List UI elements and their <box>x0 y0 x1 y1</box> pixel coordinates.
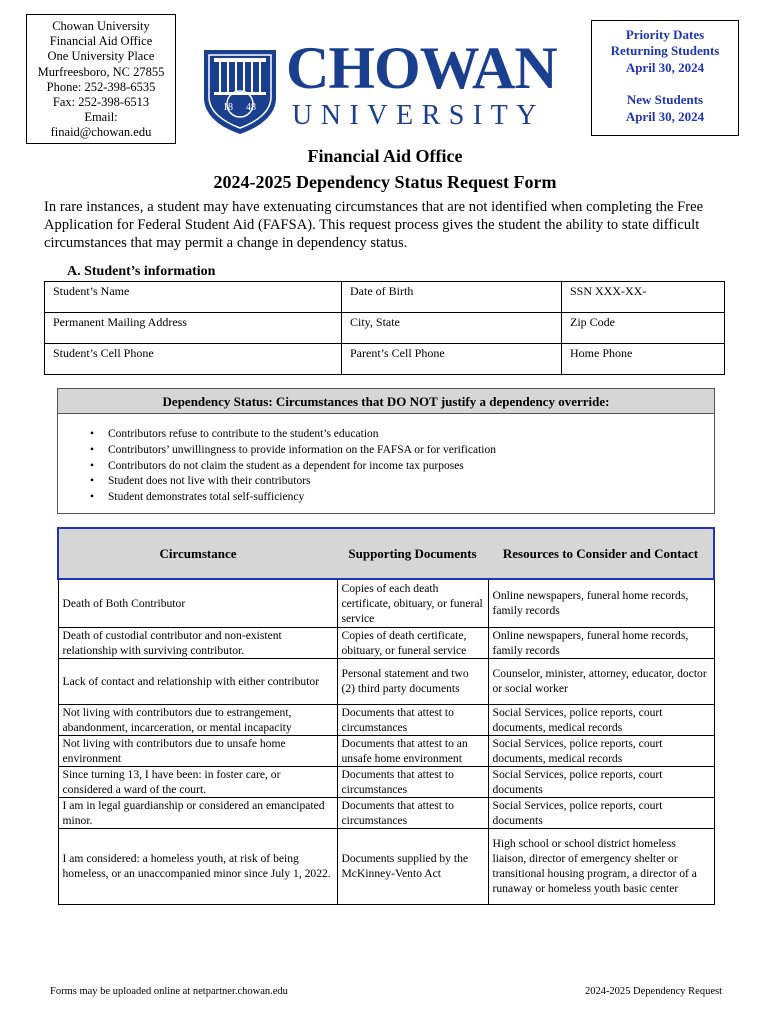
table-row <box>58 766 714 797</box>
new-students-label: New Students <box>626 92 704 108</box>
table-row <box>58 704 714 735</box>
dependency-heading: Dependency Status: Circumstances that DO NOT justify a dependency override: <box>58 389 714 414</box>
table-cell: Online newspapers, funeral home records, family records <box>488 579 714 627</box>
column-header-circumstance: Circumstance <box>58 528 337 579</box>
seal-year-left: 18 <box>223 102 233 113</box>
table-cell: Since turning 13, I have been: in foster care, or considered a ward of the court. <box>58 766 337 797</box>
table-cell: Not living with contributors due to estrangement, abandonment, incarceration, or mental incapacity <box>58 704 337 735</box>
student-info-table <box>44 281 725 375</box>
office-title: Financial Aid Office <box>307 146 463 166</box>
footer-upload-note: Forms may be uploaded online at netpartner.chowan.edu <box>50 986 288 997</box>
table-cell: Lack of contact and relationship with either contributor <box>58 658 337 704</box>
contact-line: Fax: 252-398-6513 <box>52 95 150 110</box>
date-of-birth-field[interactable]: Date of Birth <box>342 282 562 313</box>
intro-paragraph: In rare instances, a student may have extenuating circumstances that are not identified when completing the Free Application for Federal Student Aid (FAFSA). This request process gives the student the ability to state difficult circumstances that may permit a change in dependency status. <box>44 199 704 251</box>
contact-email: finaid@chowan.edu <box>50 125 152 140</box>
list-item: • Student does not live with their contributors <box>90 474 714 490</box>
table-cell: I am considered: a homeless youth, at risk of being homeless, or an unaccompanied minor since July 1, 2022. <box>58 828 337 904</box>
table-cell: Documents that attest to circumstances <box>337 797 488 828</box>
contact-line: Murfreesboro, NC 27855 <box>37 64 165 79</box>
contact-box <box>26 14 176 144</box>
table-cell: Death of custodial contributor and non-existent relationship with surviving contributor. <box>58 627 337 658</box>
table-cell: Copies of each death certificate, obituary, or funeral service <box>337 579 488 627</box>
logo-wordmark: CHOWAN <box>286 35 557 101</box>
table-cell: Social Services, police reports, court documents <box>488 797 714 828</box>
list-item: • Contributors refuse to contribute to the student’s education <box>90 427 714 443</box>
form-title: 2024-2025 Dependency Status Request Form <box>213 172 557 192</box>
shield-seal-icon <box>200 46 280 136</box>
mailing-address-field[interactable]: Permanent Mailing Address <box>45 313 342 344</box>
table-cell: Personal statement and two (2) third party documents <box>337 658 488 704</box>
contact-line: Email: <box>84 110 118 125</box>
section-a-heading: A. Student’s information <box>67 264 216 279</box>
student-cell-field[interactable]: Student’s Cell Phone <box>45 344 342 375</box>
contact-line: Phone: 252-398-6535 <box>46 79 156 94</box>
table-row <box>58 828 714 904</box>
table-cell: Documents that attest to circumstances <box>337 766 488 797</box>
table-cell: Social Services, police reports, court documents, medical records <box>488 735 714 766</box>
table-cell: Documents that attest to circumstances <box>337 704 488 735</box>
footer-form-name: 2024-2025 Dependency Request <box>584 986 722 997</box>
contact-line: Chowan University <box>52 19 150 33</box>
list-item: • Student demonstrates total self-sufficiency <box>90 490 714 506</box>
zip-code-field[interactable]: Zip Code <box>562 313 725 344</box>
list-item: • Contributors do not claim the student as a dependent for income tax purposes <box>90 459 714 475</box>
table-cell: Online newspapers, funeral home records, family records <box>488 627 714 658</box>
table-row <box>58 658 714 704</box>
table-cell: Social Services, police reports, court documents, medical records <box>488 704 714 735</box>
priority-dates-box <box>591 20 739 136</box>
contact-line: Financial Aid Office <box>49 34 153 49</box>
new-students-date: April 30, 2024 <box>625 108 705 124</box>
student-name-field[interactable]: Student’s Name <box>45 282 342 313</box>
table-cell: Counselor, minister, attorney, educator, doctor or social worker <box>488 658 714 704</box>
circumstances-table <box>57 527 715 905</box>
returning-label: Returning Students <box>610 43 720 59</box>
column-header-documents: Supporting Documents <box>337 528 488 579</box>
ssn-field[interactable]: SSN XXX-XX- <box>562 282 725 313</box>
table-row <box>58 627 714 658</box>
table-cell: High school or school district homeless liaison, director of emergency shelter or transitional housing program, a director of a runaway or homeless youth basic center <box>488 828 714 904</box>
list-item: • Contributors’ unwillingness to provide information on the FAFSA or for verification <box>90 443 714 459</box>
logo-subword: UNIVERSITY <box>292 100 545 131</box>
dependency-status-box <box>57 388 715 514</box>
table-row <box>58 735 714 766</box>
home-phone-field[interactable]: Home Phone <box>562 344 725 375</box>
returning-date: April 30, 2024 <box>625 59 705 75</box>
seal-year-right: 48 <box>246 102 256 113</box>
table-cell: Death of Both Contributor <box>58 579 337 627</box>
contact-line: One University Place <box>47 49 155 64</box>
parent-cell-field[interactable]: Parent’s Cell Phone <box>342 344 562 375</box>
priority-title: Priority Dates <box>625 27 705 42</box>
table-cell: Social Services, police reports, court documents <box>488 766 714 797</box>
table-cell: Documents supplied by the McKinney-Vento Act <box>337 828 488 904</box>
column-header-resources: Resources to Consider and Contact <box>488 528 714 579</box>
table-cell: Copies of death certificate, obituary, or funeral service <box>337 627 488 658</box>
table-cell: Not living with contributors due to unsafe home environment <box>58 735 337 766</box>
university-logo <box>200 35 572 138</box>
city-state-field[interactable]: City, State <box>342 313 562 344</box>
table-cell: Documents that attest to an unsafe home environment <box>337 735 488 766</box>
table-row <box>58 797 714 828</box>
table-cell: I am in legal guardianship or considered an emancipated minor. <box>58 797 337 828</box>
table-row <box>58 579 714 627</box>
dependency-list <box>58 414 714 506</box>
